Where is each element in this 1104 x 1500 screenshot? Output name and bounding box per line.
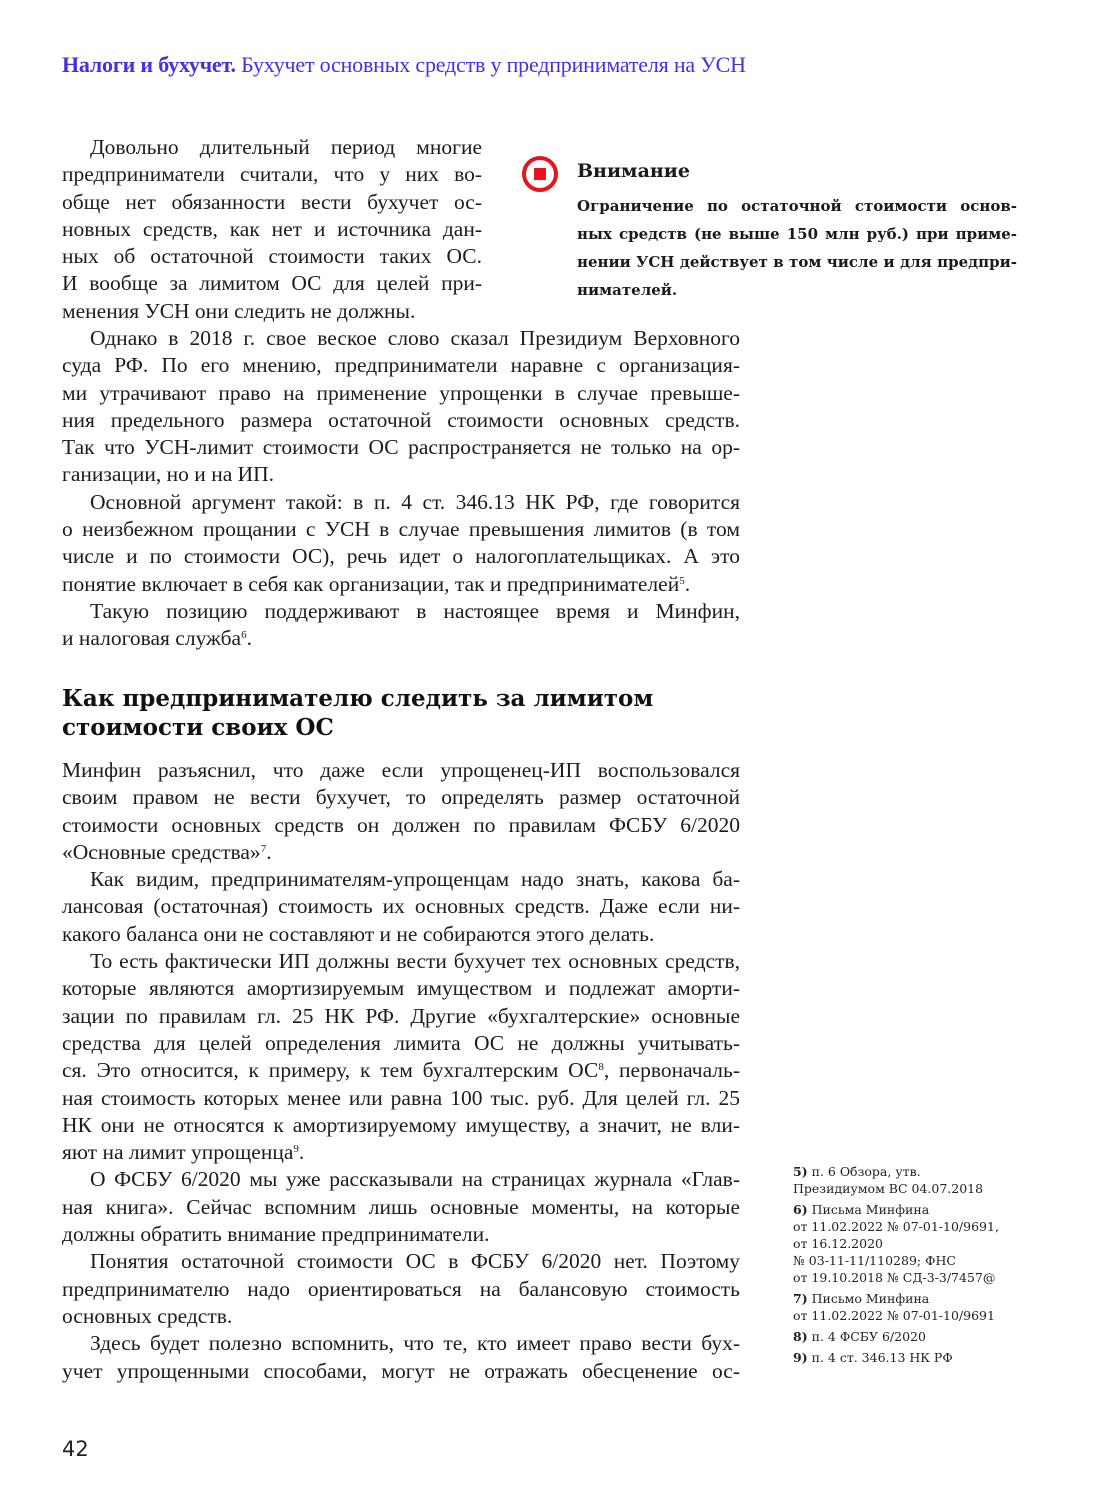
text-line: и налоговая служба$^6$. (62, 626, 252, 651)
intro-paragraph (62, 134, 482, 325)
text-line: И вообще за лимитом ОС для целей при- (62, 271, 482, 296)
paragraph (62, 325, 740, 489)
text-line: предпринимателю надо ориентироваться на балансовую стоимость (62, 1276, 740, 1301)
footnote-9: 9) п. 4 ст. 346.13 НК РФ (793, 1350, 953, 1365)
text-line: основных средств. (62, 1303, 233, 1328)
footnote-ref[interactable]: 8 (598, 1061, 604, 1074)
text-line: Понятия остаточной стоимости ОС в ФСБУ 6/2020 нет. Поэтому (90, 1249, 740, 1274)
text-line: Ограничение по остаточной стоимости основ- (577, 197, 1017, 215)
text-line: зации по правилам гл. 25 НК РФ. Другие «бухгалтерские» основные (62, 1003, 740, 1028)
text-line: ся. Это относится, к примеру, к тем бухгалтерским $ОС^8$, первоначаль- (62, 1058, 741, 1083)
text-line: Минфин разъяснил, что даже если упрощенец-ИП воспользовался (62, 758, 740, 782)
text-line: новных средств, как нет и источника дан- (62, 216, 482, 241)
text-line: Однако в 2018 г. свое веское слово сказал Президиум Верховного (90, 326, 740, 350)
text-line: Так что УСН-лимит стоимости ОС распространяется не только на ор- (62, 435, 740, 460)
footnote-ref[interactable]: 6 (241, 629, 247, 642)
text-line: обще нет обязанности вести бухучет ос- (62, 189, 482, 214)
text-line: ных об остаточной стоимости таких ОС. (62, 244, 482, 269)
text-line: средства для целей определения лимита ОС не должны учитывать- (62, 1030, 740, 1055)
text-line: ми утрачивают право на применение упрощенки в случае превыше- (62, 380, 740, 405)
paragraph (62, 757, 740, 866)
text-line: Довольно длительный период многие (90, 135, 482, 159)
footnote-8: 8) п. 4 ФСБУ 6/2020 (793, 1329, 926, 1344)
text-line: «Основные средства»$^7$. (62, 839, 272, 864)
section-heading: Как предпринимателю следить за лимитом стоимости своих ОС (62, 685, 654, 741)
text-line: ная стоимость которых менее или равна 100 тыс. руб. Для целей гл. 25 (62, 1085, 740, 1110)
paragraph (62, 1248, 740, 1330)
stop-circle-icon (522, 156, 558, 192)
text-line: ных средств (не выше 150 млн руб.) при приме- (577, 225, 1017, 243)
footnotes (793, 1163, 1043, 1370)
footnote-5: 5) п. 6 Обзора, утв. Президиумом ВС 04.07.2018 (793, 1164, 984, 1196)
text-line: ная книга». Сейчас вспомним лишь основные моменты, на которые (62, 1194, 740, 1219)
footnote-7: 7) Письмо Минфина от 11.02.2022 № 07-01-10/9691 (793, 1291, 995, 1323)
text-line: о неизбежном прощании с УСН в случае превышения лимитов (в том (62, 517, 740, 542)
text-line: должны обратить внимание предприниматели. (62, 1222, 490, 1247)
running-head-section: Налоги и бухучет. (62, 52, 236, 77)
text-line: понятие включает в себя как организации, так и предпринимателей$^5$. (62, 571, 691, 596)
text-line: НК они не относятся к амортизируемому имуществу, а значит, не вли- (62, 1112, 740, 1137)
body-text-top (62, 325, 740, 653)
text-line: Такую позицию поддерживают в настоящее время и Минфин, (90, 598, 740, 623)
paragraph (62, 1330, 740, 1385)
paragraph (62, 489, 740, 598)
text-line: Здесь будет полезно вспомнить, что те, кто имеет право вести бух- (90, 1331, 740, 1356)
text-line: ния предельного размера остаточной стоимости основных средств. (62, 407, 740, 432)
text-line: стоимости основных средств он должен по правилам ФСБУ 6/2020 (62, 812, 740, 837)
page-number: 42 (62, 1437, 89, 1461)
text-line: яют на лимит упрощенца$^9$. (62, 1140, 305, 1165)
footnote-6: 6) Письма Минфина от 11.02.2022 № 07-01-10/9691, от 16.12.2020 № 03-11-11/110289; ФНС от 19.10.2018 № СД-3-3/7457@ (793, 1202, 999, 1285)
running-head (62, 52, 746, 78)
text-line: О ФСБУ 6/2020 мы уже рассказывали на страницах журнала «Глав- (90, 1167, 740, 1192)
text-line: То есть фактически ИП должны вести бухучет тех основных средств, (90, 949, 740, 974)
text-line: предприниматели считали, что у них во- (62, 162, 482, 187)
paragraph (62, 948, 740, 1166)
footnote-ref[interactable]: 9 (293, 1143, 299, 1156)
text-line: Основной аргумент такой: в п. 4 ст. 346.13 НК РФ, где говорится (90, 489, 740, 514)
paragraph (62, 1166, 740, 1248)
text-line: нимателей. (577, 281, 678, 299)
body-text-bottom (62, 757, 740, 1385)
text-line: которые являются амортизируемым имуществом и подлежат аморти- (62, 976, 740, 1001)
text-line: лансовая (остаточная) стоимость их основных средств. Даже если ни- (62, 894, 740, 919)
text-line: какого баланса они не составляют и не собираются этого делать. (62, 921, 655, 946)
paragraph (62, 866, 740, 948)
text-line: своим правом не вести бухучет, то определять размер остаточной (62, 785, 740, 810)
footnote-ref[interactable]: 5 (679, 574, 685, 587)
text-line: менения УСН они следить не должны. (62, 298, 416, 323)
text-line: нении УСН действует в том числе и для предпри- (577, 253, 1017, 271)
footnote-ref[interactable]: 7 (260, 842, 267, 855)
text-line: учет упрощенными способами, могут не отражать обесценение ос- (62, 1358, 740, 1383)
text-line: Как видим, предпринимателям-упрощенцам надо знать, какова ба- (90, 867, 740, 892)
attention-title: Внимание (577, 160, 690, 182)
text-line: ганизации, но и на ИП. (62, 462, 275, 487)
text-line: числе и по стоимости ОС), речь идет о налогоплательщиках. А это (62, 544, 740, 569)
running-head-title: Бухучет основных средств у предпринимателя на УСН (241, 52, 746, 77)
attention-body (577, 192, 1017, 304)
paragraph (62, 598, 740, 653)
text-line: суда РФ. По его мнению, предприниматели наравне с организация- (62, 353, 740, 378)
